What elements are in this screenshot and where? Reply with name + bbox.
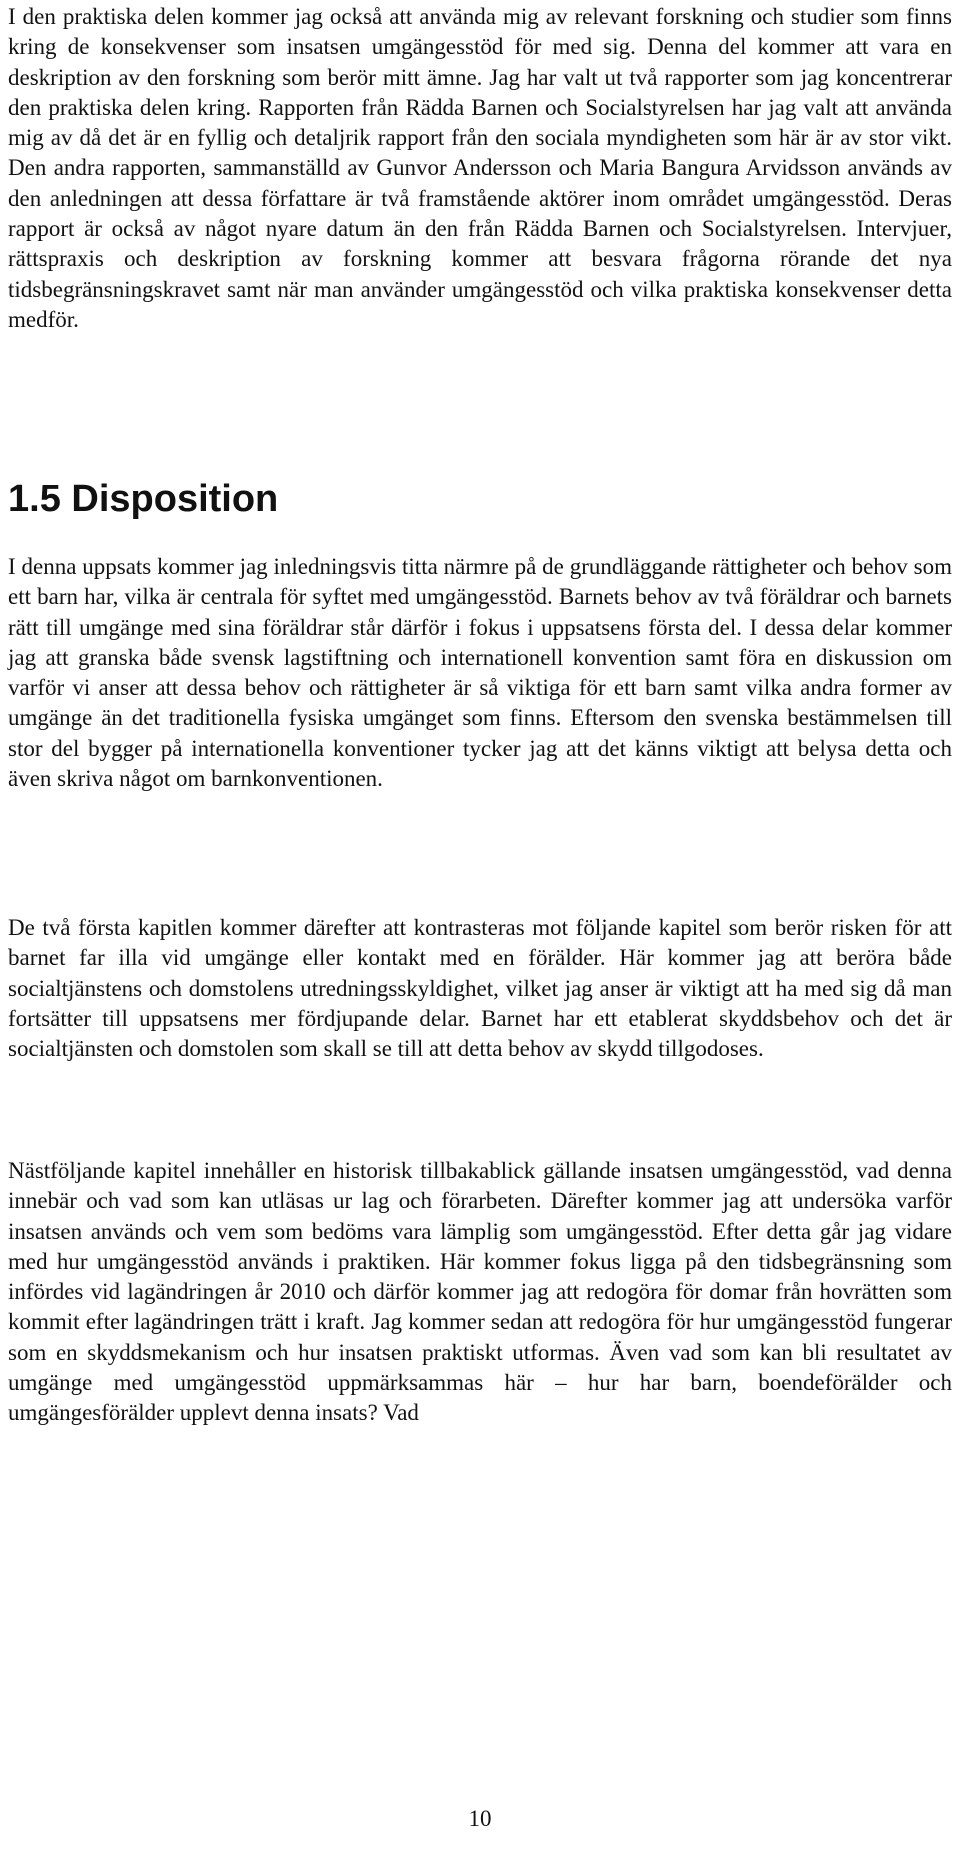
section-heading: 1.5 Disposition (8, 478, 279, 520)
page-number: 10 (468, 1806, 492, 1831)
paragraph-research: I den praktiska delen kommer jag också att använda mig av relevant forskning och studier som finns kring de konsekvenser som insatsen umgängesstöd för med sig. Denna del kommer att vara en deskription av den forskning som berör mitt ämne. Jag har valt ut två rapporter som jag koncentrerar den praktiska delen kring. Rapporten från Rädda Barnen och Socialstyrelsen har jag valt att använda mig av då det är en fyllig och detaljrik rapport från den sociala myndigheten som här är av stor vikt. Den andra rapporten, sammanställd av Gunvor Andersson och Maria Bangura Arvidsson används av den anledningen att dessa författare är två framstående aktörer inom området umgängesstöd. Deras rapport är också av något nyare datum än den från Rädda Barnen och Socialstyrelsen. Intervjuer, rättspraxis och deskription av forskning kommer att besvara frågorna rörande det nya tidsbegränsningskravet samt när man använder umgängesstöd och vilka praktiska konsekvenser detta medför. (8, 4, 952, 332)
paragraph-chapters-risk: De två första kapitlen kommer därefter att kontrasteras mot följande kapitel som berör risken för att barnet far illa vid umgänge eller kontakt med en förälder. Här kommer jag att beröra både socialtjänstens och domstolens utredningsskyldighet, vilket jag anser är viktigt att ha med sig då man fortsätter till uppsatsens mer fördjupande delar. Barnet har ett etablerat skyddsbehov och det är socialtjänsten och domstolen som skall se till att detta behov av skydd tillgodoses. (8, 915, 952, 1062)
paragraph-next-chapter: Nästföljande kapitel innehåller en historisk tillbakablick gällande insatsen umgängesstöd, vad denna innebär och vad som kan utläsas ur lag och förarbeten. Därefter kommer jag att undersöka varför insatsen används och vem som bedöms vara lämplig som umgängesstöd. Efter detta går jag vidare med hur umgängesstöd används i praktiken. Här kommer fokus ligga på den tidsbegränsning som infördes vid lagändringen år 2010 och därför kommer jag att redogöra för domar från hovrätten som kommit efter lagändringen trätt i kraft. Jag kommer sedan att redogöra för hur umgängesstöd fungerar som en skyddsmekanism och hur insatsen praktiskt utformas. Även vad som kan bli resultatet av umgänge med umgängesstöd uppmärksammas här – hur har barn, boendeförälder och umgängesförälder upplevt denna insats? Vad (8, 1158, 952, 1426)
paragraph-disposition-intro: I denna uppsats kommer jag inledningsvis titta närmre på de grundläggande rättigheter och behov som ett barn har, vilka är centrala för syftet med umgängesstöd. Barnets behov av två föräldrar och barnets rätt till umgänge med sina föräldrar står därför i fokus i uppsatsens första del. I dessa delar kommer jag att granska både svensk lagstiftning och internationell konvention samt föra en diskussion om varför vi anser att dessa behov och rättigheter är så viktiga för ett barn samt vilka andra former av umgänge än det traditionella fysiska umgänget som finns. Eftersom den svenska bestämmelsen till stor del bygger på internationella konventioner tycker jag att det känns viktigt att belysa detta och även skriva något om barnkonventionen. (8, 554, 952, 792)
